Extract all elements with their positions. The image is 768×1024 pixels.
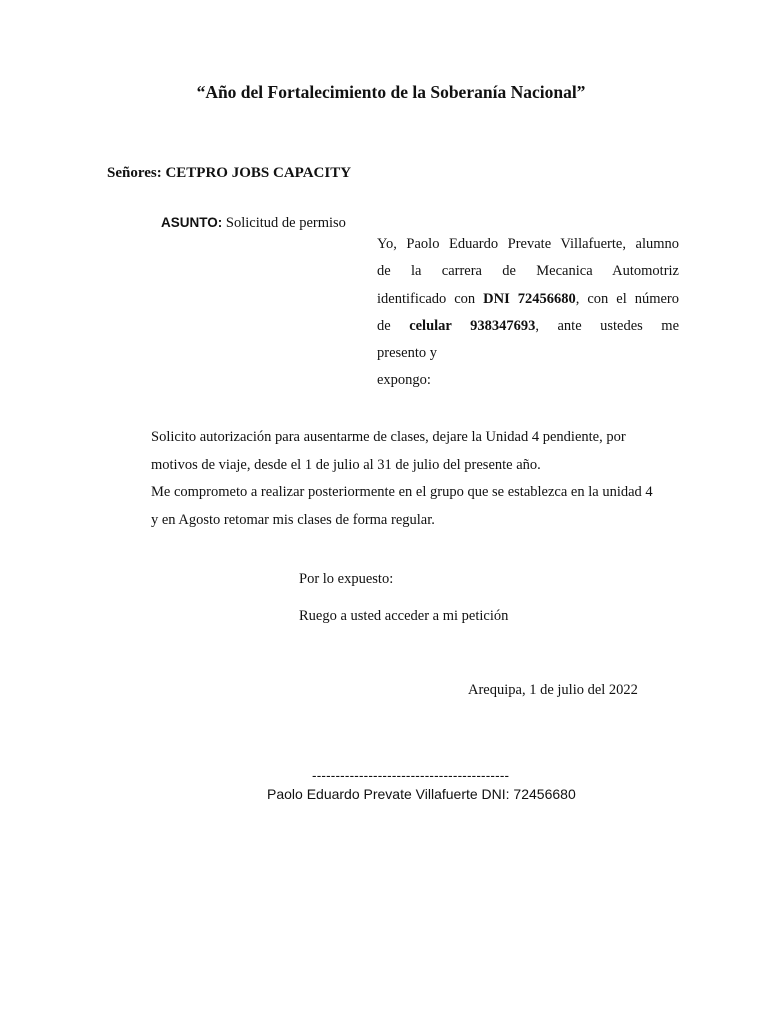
intro-line-6: expongo: [377,372,431,389]
intro-line-3: identificado con DNI 72456680, con el número [377,290,679,307]
request-line-4: y en Agosto retomar mis clases de forma regular. [151,511,435,528]
subject-line [161,215,346,232]
intro-line-4: de celular 938347693, ante ustedes me [377,317,680,334]
request-paragraph [151,424,653,534]
addressee: Señores: CETPRO JOBS CAPACITY [107,165,352,181]
request-line-2: motivos de viaje, desde el 1 de julio al 31 de julio del presente año. [151,456,541,473]
request-line-1: Solicito autorización para ausentarme de clases, dejare la Unidad 4 pendiente, por [151,429,626,445]
closing-line-2: Ruego a usted acceder a mi petición [299,608,509,624]
signature-line: ------------------------------------------ [312,768,510,783]
dni-number: DNI 72456680 [483,290,576,307]
phone-number: celular 938347693 [409,317,536,334]
document-title: “Año del Fortalecimiento de la Soberanía Nacional” [196,82,586,102]
intro-paragraph [377,231,679,395]
subject-label: ASUNTO: [161,215,223,230]
signature-name: Paolo Eduardo Prevate Villafuerte DNI: 72456680 [267,786,576,802]
intro-line-5: presento y [377,345,437,362]
intro-line-1: Yo, Paolo Eduardo Prevate Villafuerte, alumno [377,236,679,252]
request-line-3: Me comprometo a realizar posteriormente en el grupo que se establezca en la unidad 4 [151,484,653,500]
place-date: Arequipa, 1 de julio del 2022 [468,682,638,698]
subject-text: Solicitud de permiso [222,215,346,231]
intro-line-2: de la carrera de Mecanica Automotriz [377,263,679,280]
closing-line-1: Por lo expuesto: [299,571,394,587]
